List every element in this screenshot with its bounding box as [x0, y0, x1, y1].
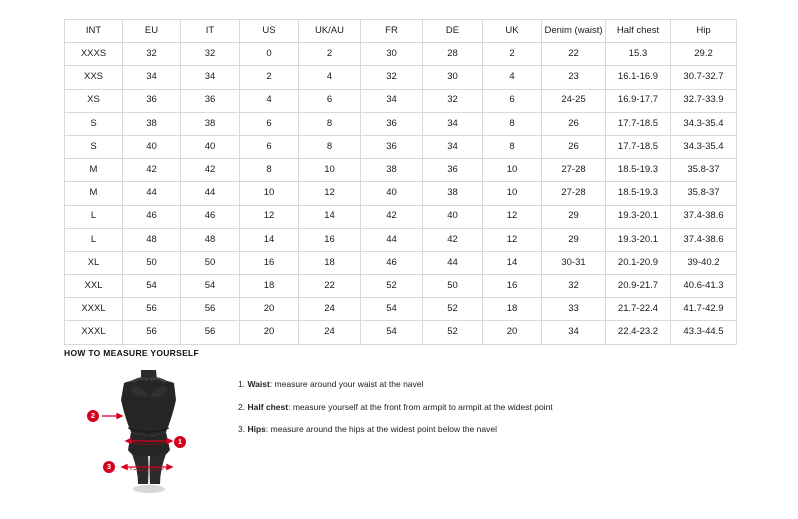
instruction-text-half-chest: : measure yourself at the front from armpit to armpit at the widest point [288, 401, 553, 412]
cell-hip: 40.6-41.3 [671, 275, 737, 298]
cell-uk-au: 12 [299, 182, 361, 205]
cell-de: 42 [423, 228, 483, 251]
cell-it: 50 [181, 251, 240, 274]
cell-uk-au: 4 [299, 66, 361, 89]
instruction-number-1: 1. [238, 379, 246, 389]
cell-denim-waist: 27-28 [542, 182, 606, 205]
table-row [65, 251, 737, 274]
measure-instruction-hips [238, 425, 553, 434]
column-header-uk: UK [483, 20, 542, 43]
cell-int: S [65, 112, 123, 135]
cell-it: 38 [181, 112, 240, 135]
cell-us: 4 [240, 89, 299, 112]
cell-uk: 12 [483, 228, 542, 251]
cell-fr: 36 [361, 135, 423, 158]
cell-fr: 30 [361, 43, 423, 66]
cell-uk-au: 14 [299, 205, 361, 228]
column-header-us: US [240, 20, 299, 43]
cell-int: S [65, 135, 123, 158]
measure-instructions-list [238, 380, 553, 448]
cell-de: 32 [423, 89, 483, 112]
cell-int: XXXL [65, 298, 123, 321]
cell-hip: 35.8-37 [671, 182, 737, 205]
cell-us: 6 [240, 112, 299, 135]
cell-hip: 43.3-44.5 [671, 321, 737, 344]
cell-it: 54 [181, 275, 240, 298]
cell-denim-waist: 30-31 [542, 251, 606, 274]
table-header-row [65, 20, 737, 43]
cell-hip: 32.7-33.9 [671, 89, 737, 112]
cell-fr: 40 [361, 182, 423, 205]
size-chart-table [64, 19, 737, 345]
cell-uk: 12 [483, 205, 542, 228]
cell-uk-au: 8 [299, 135, 361, 158]
size-chart-table-container [64, 19, 736, 345]
cell-hip: 30.7-32.7 [671, 66, 737, 89]
cell-uk-au: 6 [299, 89, 361, 112]
cell-de: 52 [423, 321, 483, 344]
cell-fr: 54 [361, 321, 423, 344]
cell-us: 12 [240, 205, 299, 228]
cell-eu: 46 [123, 205, 181, 228]
table-row [65, 43, 737, 66]
cell-fr: 54 [361, 298, 423, 321]
cell-us: 20 [240, 298, 299, 321]
cell-de: 30 [423, 66, 483, 89]
cell-us: 10 [240, 182, 299, 205]
cell-us: 18 [240, 275, 299, 298]
how-to-measure-section [64, 348, 744, 501]
cell-half-chest: 15.3 [606, 43, 671, 66]
table-row [65, 159, 737, 182]
cell-eu: 56 [123, 321, 181, 344]
figure-marker-3: 3 [103, 461, 115, 473]
cell-it: 56 [181, 321, 240, 344]
cell-eu: 38 [123, 112, 181, 135]
cell-de: 50 [423, 275, 483, 298]
cell-half-chest: 19.3-20.1 [606, 205, 671, 228]
mannequin-figure-icon [86, 366, 216, 501]
cell-uk: 8 [483, 112, 542, 135]
cell-hip: 35.8-37 [671, 159, 737, 182]
cell-denim-waist: 29 [542, 205, 606, 228]
cell-int: M [65, 182, 123, 205]
cell-hip: 41.7-42.9 [671, 298, 737, 321]
cell-int: XXL [65, 275, 123, 298]
cell-de: 40 [423, 205, 483, 228]
cell-fr: 52 [361, 275, 423, 298]
cell-eu: 32 [123, 43, 181, 66]
cell-int: L [65, 228, 123, 251]
column-header-half-chest: Half chest [606, 20, 671, 43]
cell-eu: 54 [123, 275, 181, 298]
how-to-measure-title: HOW TO MEASURE YOURSELF [64, 348, 200, 358]
cell-it: 34 [181, 66, 240, 89]
cell-half-chest: 17.7-18.5 [606, 112, 671, 135]
cell-uk: 8 [483, 135, 542, 158]
table-row [65, 89, 737, 112]
cell-int: XS [65, 89, 123, 112]
instruction-term-waist: Waist [247, 379, 270, 389]
instruction-number-2: 2. [238, 401, 246, 412]
cell-uk-au: 16 [299, 228, 361, 251]
cell-hip: 29.2 [671, 43, 737, 66]
cell-uk-au: 24 [299, 321, 361, 344]
cell-denim-waist: 34 [542, 321, 606, 344]
cell-half-chest: 22.4-23.2 [606, 321, 671, 344]
cell-int: XXS [65, 66, 123, 89]
cell-eu: 36 [123, 89, 181, 112]
cell-us: 20 [240, 321, 299, 344]
cell-denim-waist: 26 [542, 112, 606, 135]
cell-it: 56 [181, 298, 240, 321]
cell-half-chest: 16.1-16.9 [606, 66, 671, 89]
cell-half-chest: 20.9-21.7 [606, 275, 671, 298]
cell-half-chest: 16.9-17.7 [606, 89, 671, 112]
measure-instruction-waist [238, 380, 553, 389]
instruction-term-hips: Hips [247, 424, 266, 434]
cell-half-chest: 18.5-19.3 [606, 182, 671, 205]
cell-denim-waist: 24-25 [542, 89, 606, 112]
cell-de: 44 [423, 251, 483, 274]
instruction-term-half-chest: Half chest [247, 401, 289, 412]
how-to-measure-body [64, 366, 744, 501]
instruction-number-3: 3. [238, 424, 246, 434]
cell-it: 44 [181, 182, 240, 205]
cell-uk-au: 24 [299, 298, 361, 321]
cell-uk: 20 [483, 321, 542, 344]
instruction-text-hips: : measure around the hips at the widest point below the navel [265, 424, 497, 434]
cell-fr: 42 [361, 205, 423, 228]
cell-it: 40 [181, 135, 240, 158]
cell-int: XXXS [65, 43, 123, 66]
table-row [65, 135, 737, 158]
cell-denim-waist: 26 [542, 135, 606, 158]
cell-denim-waist: 29 [542, 228, 606, 251]
column-header-denim-waist: Denim (waist) [542, 20, 606, 43]
cell-half-chest: 21.7-22.4 [606, 298, 671, 321]
cell-de: 34 [423, 135, 483, 158]
cell-fr: 36 [361, 112, 423, 135]
cell-denim-waist: 33 [542, 298, 606, 321]
column-header-eu: EU [123, 20, 181, 43]
cell-uk: 14 [483, 251, 542, 274]
cell-uk: 10 [483, 159, 542, 182]
cell-uk-au: 10 [299, 159, 361, 182]
cell-fr: 46 [361, 251, 423, 274]
cell-uk: 16 [483, 275, 542, 298]
column-header-it: IT [181, 20, 240, 43]
cell-it: 42 [181, 159, 240, 182]
cell-it: 32 [181, 43, 240, 66]
cell-de: 36 [423, 159, 483, 182]
column-header-uk-au: UK/AU [299, 20, 361, 43]
cell-fr: 34 [361, 89, 423, 112]
cell-eu: 34 [123, 66, 181, 89]
cell-half-chest: 18.5-19.3 [606, 159, 671, 182]
cell-uk: 18 [483, 298, 542, 321]
figure-marker-2: 2 [87, 410, 99, 422]
cell-int: XXXL [65, 321, 123, 344]
cell-uk: 2 [483, 43, 542, 66]
cell-denim-waist: 22 [542, 43, 606, 66]
cell-hip: 37.4-38.6 [671, 205, 737, 228]
cell-de: 52 [423, 298, 483, 321]
table-row [65, 205, 737, 228]
cell-eu: 42 [123, 159, 181, 182]
cell-uk: 10 [483, 182, 542, 205]
cell-us: 8 [240, 159, 299, 182]
mannequin-illustration [86, 366, 216, 501]
cell-int: L [65, 205, 123, 228]
cell-eu: 50 [123, 251, 181, 274]
table-row [65, 298, 737, 321]
cell-denim-waist: 23 [542, 66, 606, 89]
table-row [65, 228, 737, 251]
table-row [65, 275, 737, 298]
cell-it: 46 [181, 205, 240, 228]
cell-us: 6 [240, 135, 299, 158]
cell-hip: 37.4-38.6 [671, 228, 737, 251]
column-header-de: DE [423, 20, 483, 43]
cell-denim-waist: 27-28 [542, 159, 606, 182]
cell-uk: 6 [483, 89, 542, 112]
cell-us: 14 [240, 228, 299, 251]
column-header-fr: FR [361, 20, 423, 43]
cell-eu: 44 [123, 182, 181, 205]
table-row [65, 66, 737, 89]
cell-us: 0 [240, 43, 299, 66]
cell-uk-au: 22 [299, 275, 361, 298]
measure-instruction-half-chest [238, 403, 553, 412]
cell-uk-au: 2 [299, 43, 361, 66]
table-row [65, 112, 737, 135]
table-row [65, 321, 737, 344]
cell-fr: 32 [361, 66, 423, 89]
cell-eu: 40 [123, 135, 181, 158]
cell-half-chest: 17.7-18.5 [606, 135, 671, 158]
column-header-int: INT [65, 20, 123, 43]
column-header-hip: Hip [671, 20, 737, 43]
cell-uk-au: 18 [299, 251, 361, 274]
table-row [65, 182, 737, 205]
cell-fr: 44 [361, 228, 423, 251]
cell-half-chest: 20.1-20.9 [606, 251, 671, 274]
cell-it: 36 [181, 89, 240, 112]
figure-marker-1: 1 [174, 436, 186, 448]
cell-us: 2 [240, 66, 299, 89]
cell-it: 48 [181, 228, 240, 251]
cell-denim-waist: 32 [542, 275, 606, 298]
cell-hip: 39-40.2 [671, 251, 737, 274]
cell-int: XL [65, 251, 123, 274]
cell-fr: 38 [361, 159, 423, 182]
cell-de: 28 [423, 43, 483, 66]
cell-us: 16 [240, 251, 299, 274]
cell-uk-au: 8 [299, 112, 361, 135]
cell-int: M [65, 159, 123, 182]
cell-eu: 48 [123, 228, 181, 251]
cell-uk: 4 [483, 66, 542, 89]
instruction-text-waist: : measure around your waist at the navel [269, 379, 424, 389]
cell-half-chest: 19.3-20.1 [606, 228, 671, 251]
cell-de: 38 [423, 182, 483, 205]
cell-de: 34 [423, 112, 483, 135]
cell-hip: 34.3-35.4 [671, 135, 737, 158]
cell-eu: 56 [123, 298, 181, 321]
cell-hip: 34.3-35.4 [671, 112, 737, 135]
